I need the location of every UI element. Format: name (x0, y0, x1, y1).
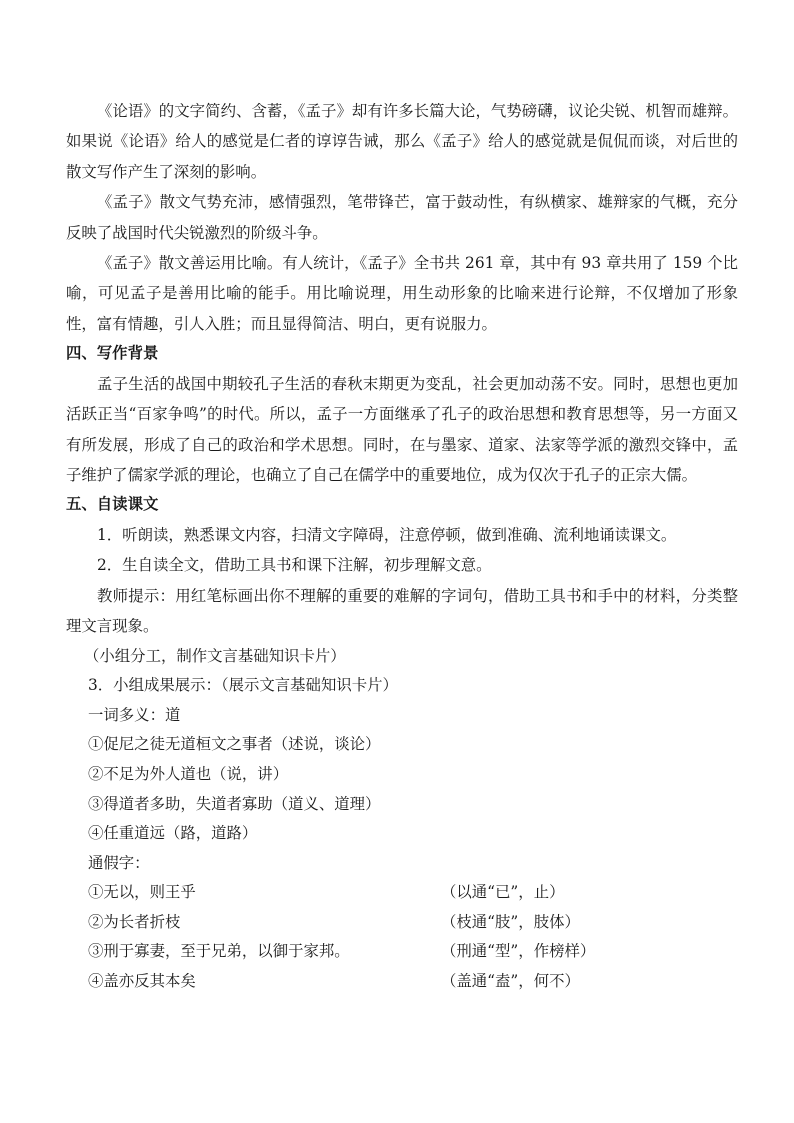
tongjia-sentence: ④盖亦反其本矣 (88, 971, 196, 990)
polysemy-item: ③得道者多助，失道者寡助（道义、道理） (88, 794, 381, 813)
tongjia-title: 通假字： (88, 853, 150, 872)
tongjia-explanation: （盖通“盍”，何不） (441, 971, 580, 990)
polysemy-item: ④任重道远（路，道路） (88, 824, 258, 843)
paragraph-background: 孟子生活的战国中期较孔子生活的春秋末期更为变乱，社会更加动荡不安。同时，思想也更加活跃正当“百家争鸣”的时代。所以，孟子一方面继承了孔子的政治思想和教育思想等，另一方面又有所发展，形成了自己的政治和学术思想。同时，在与墨家、道家、法家等学派的激烈交锋中，孟子维护了儒家学派的理论，也确立了自己在儒学中的重要地位，成为仅次于孔子的正宗大儒。 (66, 374, 738, 485)
tongjia-explanation: （枝通“肢”，肢体） (441, 912, 580, 931)
paragraph-mengzi-metaphor: 《孟子》散文善运用比喻。有人统计，《孟子》全书共 261 章，其中有 93 章共用了 159 个比喻，可见孟子是善用比喻的能手。用比喻说理，用生动形象的比喻来进行论辩，不仅增加了形象性，富有情趣，引人入胜；而且显得简洁、明白，更有说服力。 (66, 254, 738, 333)
step-3: 3．小组成果展示：（展示文言基础知识卡片） (88, 676, 398, 695)
tongjia-explanation: （以通“已”，止） (441, 883, 565, 902)
tongjia-sentence: ②为长者折枝 (88, 912, 181, 931)
tongjia-row (66, 908, 738, 937)
teacher-tip: 教师提示：用红笔标画出你不理解的重要的难解的字词句，借助工具书和手中的材料，分类整理文言现象。 (66, 586, 738, 636)
section-heading-self-reading: 五、自读课文 (66, 495, 159, 514)
paragraph-mengzi-style: 《孟子》散文气势充沛，感情强烈，笔带锋芒，富于鼓动性，有纵横家、雄辩家的气概，充分反映了战国时代尖锐激烈的阶级斗争。 (66, 193, 738, 242)
polysemy-item: ②不足为外人道也（说，讲） (88, 765, 289, 784)
tongjia-row (66, 937, 738, 966)
polysemy-title: 一词多义：道 (88, 705, 181, 724)
tongjia-row (66, 967, 738, 996)
polysemy-item: ①促尼之徒无道桓文之事者（述说，谈论） (88, 735, 381, 754)
tongjia-sentence: ①无以，则王乎 (88, 883, 196, 902)
tongjia-row (66, 878, 738, 907)
step-2: 2．生自读全文，借助工具书和课下注解，初步理解文意。 (97, 556, 492, 575)
step-1: 1．听朗读，熟悉课文内容，扫清文字障碍，注意停顿，做到准确、流利地诵读课文。 (97, 526, 677, 545)
section-heading-background: 四、写作背景 (66, 344, 159, 363)
tongjia-explanation: （刑通“型”，作榜样） (441, 942, 596, 961)
document-content (66, 96, 738, 996)
paragraph-lunyu-mengzi: 《论语》的文字简约、含蓄，《孟子》却有许多长篇大论，气势磅礴，议论尖锐、机智而雄辩。如果说《论语》给人的感觉是仁者的谆谆告诫，那么《孟子》给人的感觉就是侃侃而谈，对后世的散文写作产生了深刻的影响。 (66, 102, 738, 181)
tongjia-sentence: ③刑于寡妻，至于兄弟，以御于家邦。 (88, 942, 350, 961)
group-note: （小组分工，制作文言基础知识卡片） (84, 646, 346, 665)
